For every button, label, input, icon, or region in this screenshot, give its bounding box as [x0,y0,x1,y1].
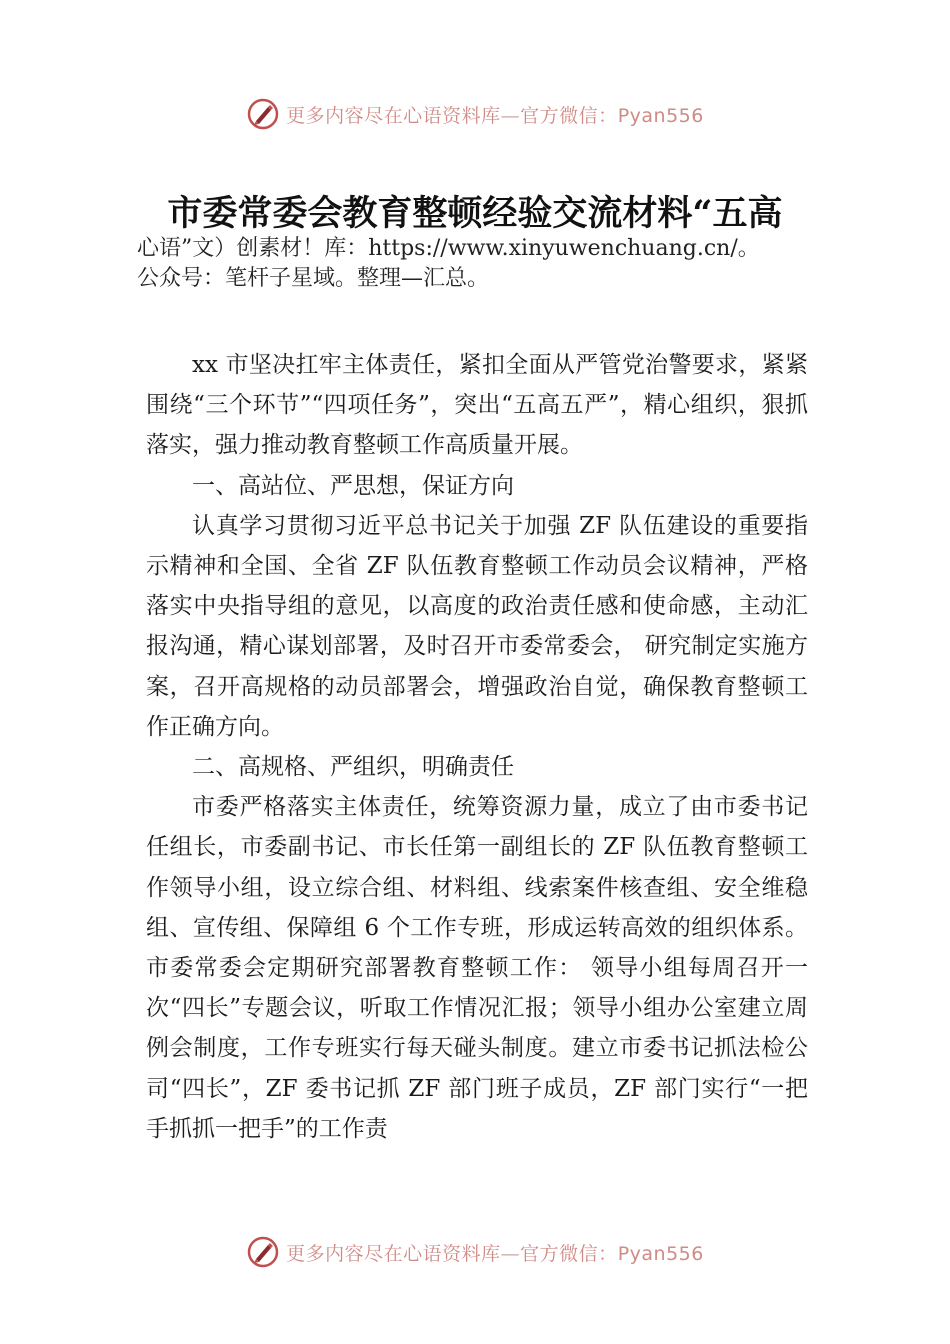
section-heading: 二、高规格、严组织，明确责任 [192,754,514,781]
source-note: 心语”文）创素材！库：https://www.xinyuwenchuang.cn/。 [137,236,760,261]
banner-text: 更多内容尽在心语资料库—官方微信：Pyan556 [286,104,704,127]
pen-logo-icon [246,1235,280,1269]
section-heading: 一、高站位、严思想，保证方向 [192,472,514,499]
header-banner [0,94,950,134]
source-note: 公众号：笔杆子星域。整理—汇总。 [137,266,490,291]
footer-banner [0,1232,950,1272]
paragraph: xx 市坚决扛牢主体责任，紧扣全面从严管党治警要求，紧紧围绕“三个环节”“四项任务”，突出“五高五严”，精心组织，狠抓落实，强力推动教育整顿工作高质量开展。 [146,352,808,459]
pen-logo-icon [246,97,280,131]
banner-text: 更多内容尽在心语资料库—官方微信：Pyan556 [286,1242,704,1265]
wechat-id: Pyan556 [617,1242,704,1265]
paragraph: 认真学习贯彻习近平总书记关于加强 ZF 队伍建设的重要指示精神和全国、全省 ZF 队伍教育整顿工作动员会议精神，严格落实中央指导组的意见，以高度的政治责任感和使命感，主动汇报沟通，精心谋划部署，及时召开市委常委会， 研究制定实施方案，召开高规格的动员部署会，增强政治自觉，确保教育整顿工作正确方向。 [146,512,808,740]
document-title: 市委常委会教育整顿经验交流材料“五高 [167,193,783,232]
wechat-id: Pyan556 [617,104,704,127]
document-body [146,345,808,1149]
paragraph: 市委严格落实主体责任，统筹资源力量，成立了由市委书记任组长，市委副书记、市长任第一副组长的 ZF 队伍教育整顿工作领导小组，设立综合组、材料组、线索案件核查组、安全维稳组、宣传组、保障组 6 个工作专班，形成运转高效的组织体系。市委常委会定期研究部署教育整顿工作： 领导小组每周召开一次“四长”专题会议，听取工作情况汇报；领导小组办公室建立周例会制度，工作专班实行每天碰头制度。建立市委书记抓法检公司“四长”，ZF 委书记抓 ZF 部门班子成员，ZF 部门实行“一把手抓抓一把手”的工作责 [146,794,808,1142]
